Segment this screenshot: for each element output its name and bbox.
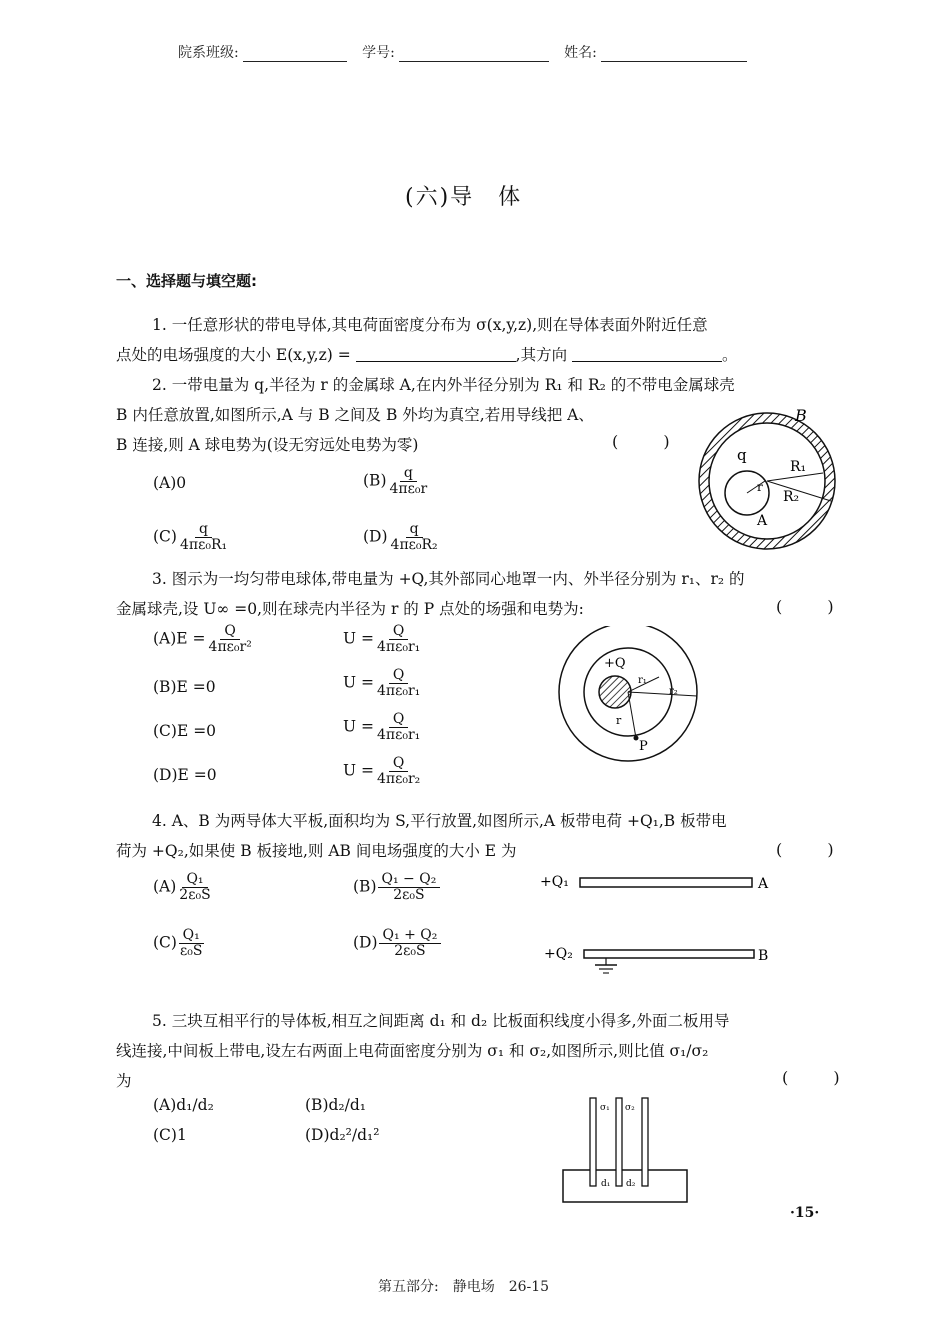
denominator: 4πε₀R₁	[179, 537, 228, 553]
fig-label-q: q	[737, 446, 747, 464]
denominator: 4πε₀R₂	[390, 537, 438, 553]
middle-plate	[616, 1098, 622, 1186]
q4-answer-paren[interactable]: ( )	[776, 840, 854, 859]
q4-option-a-fraction	[177, 872, 212, 903]
fig-label-r2: r₂	[669, 686, 678, 697]
denominator: 2ε₀S	[393, 887, 425, 903]
id-label: 学号:	[362, 45, 395, 61]
denominator: 2ε₀S	[394, 943, 426, 959]
q3-c-u-fraction	[375, 712, 422, 743]
header-fields	[178, 42, 747, 62]
q4-option-c-label: (C)	[153, 933, 177, 952]
connecting-wire-base	[563, 1170, 687, 1202]
fig-label-a: A	[757, 513, 768, 529]
point-p	[634, 736, 639, 741]
q5-line2: 线连接,中间板上带电,设左右两面上电荷面密度分别为 σ₁ 和 σ₂,如图所示,则比值 σ₁/σ₂	[116, 1042, 709, 1060]
question-5	[116, 1006, 841, 1096]
q3-a-u-label: U =	[343, 629, 374, 648]
q1-line2	[116, 340, 841, 370]
q1-line1: 1. 一任意形状的带电导体,其电荷面密度分布为 σ(x,y,z),则在导体表面外附近任意	[152, 316, 708, 334]
q4-option-d-label: (D)	[353, 933, 378, 952]
fig-label-d2: d₂	[626, 1179, 636, 1189]
fig-label-r: r	[757, 480, 763, 494]
q2-option-c[interactable]	[153, 522, 229, 553]
q4-line1: 4. A、B 为两导体大平板,面积均为 S,平行放置,如图所示,A 板带电荷 +Q₁,B 板带电	[152, 812, 727, 830]
q3-option-d[interactable]: (D)E =0	[153, 766, 217, 784]
q2-option-b-fraction	[388, 466, 430, 497]
q2-line2: B 内任意放置,如图所示,A 与 B 之间及 B 外均为真空,若用导线把 A、	[116, 406, 594, 424]
footer-text: 第五部分: 静电场 26-15	[378, 1279, 550, 1295]
q5-option-a[interactable]: (A)d₁/d₂	[153, 1096, 214, 1114]
left-plate	[590, 1098, 596, 1186]
class-blank[interactable]	[243, 47, 347, 62]
r2-line	[628, 692, 697, 696]
q5-line3: 为	[116, 1072, 132, 1090]
q3-answer-paren[interactable]: ( )	[776, 597, 854, 616]
q5-option-d[interactable]: (D)d₂²/d₁²	[305, 1126, 380, 1144]
q2-option-b[interactable]	[363, 466, 429, 497]
q3-a-e-fraction	[207, 624, 254, 655]
q1-text-a: 点处的电场强度的大小 E(x,y,z) =	[116, 346, 351, 364]
fig-label-p: P	[639, 739, 648, 754]
q3-a-e-label: (A)E =	[153, 629, 206, 648]
fig-label-q: +Q	[604, 656, 626, 671]
q3-c-u-label: U =	[343, 717, 374, 736]
q4-option-b-fraction	[378, 872, 441, 903]
q3-option-a-potential	[343, 624, 422, 655]
fig-label-d1: d₁	[601, 1179, 611, 1189]
q2-line3: B 连接,则 A 球电势为(设无穷远处电势为零)	[116, 436, 419, 454]
numerator: Q	[389, 624, 408, 640]
q3-d-u-label: U =	[343, 761, 374, 780]
plate-b	[584, 950, 754, 958]
q4-option-d-fraction	[379, 928, 442, 959]
section-heading: 一、选择题与填空题:	[116, 272, 257, 290]
q4-option-c-fraction	[178, 928, 204, 959]
q4-parallel-plates-figure	[538, 868, 778, 980]
numerator: q	[400, 466, 417, 482]
q3-option-c-potential	[343, 712, 422, 743]
q2-option-a[interactable]: (A)0	[153, 474, 187, 492]
q3-b-u-label: U =	[343, 673, 374, 692]
q1-blank-direction[interactable]	[572, 345, 722, 362]
q3-option-a[interactable]	[153, 624, 254, 655]
q3-option-b[interactable]: (B)E =0	[153, 678, 216, 696]
q4-option-a-label: (A)	[153, 877, 177, 896]
right-plate	[642, 1098, 648, 1186]
denominator: 4πε₀r²	[208, 639, 252, 655]
denominator: 4πε₀r₁	[376, 683, 421, 699]
q5-answer-paren[interactable]: ( )	[782, 1068, 860, 1087]
fig-label-qa: +Q₁	[540, 874, 569, 890]
fig-label-a: A	[758, 876, 769, 892]
class-label: 院系班级:	[178, 45, 239, 61]
fig-label-sigma1: σ₁	[600, 1103, 610, 1113]
plate-a	[580, 878, 752, 887]
numerator: Q₁	[179, 928, 204, 944]
q4-option-c[interactable]	[153, 928, 204, 959]
fig-label-qb: +Q₂	[544, 946, 573, 962]
denominator: ε₀S	[179, 943, 203, 959]
numerator: Q	[389, 668, 408, 684]
numerator: Q	[220, 624, 239, 640]
denominator: 2ε₀S	[179, 887, 211, 903]
question-4	[116, 806, 841, 866]
denominator: 4πε₀r₁	[376, 639, 421, 655]
q1-text-c: 。	[722, 346, 738, 364]
fig-label-r2: R₂	[783, 489, 800, 505]
numerator: Q	[389, 712, 408, 728]
q1-blank-magnitude[interactable]	[356, 345, 516, 362]
q5-three-plates-figure	[560, 1094, 690, 1206]
fig-label-r: r	[616, 714, 622, 727]
numerator: Q₁ − Q₂	[378, 872, 441, 888]
q2-option-d-label: (D)	[363, 527, 388, 546]
q2-line1: 2. 一带电量为 q,半径为 r 的金属球 A,在内外半径分别为 R₁ 和 R₂ 的不带电金属球壳	[152, 376, 735, 394]
q3-a-u-fraction	[375, 624, 422, 655]
q3-line1: 3. 图示为一均匀带电球体,带电量为 +Q,其外部同心地罩一内、外半径分别为 r₁、r₂ 的	[152, 570, 745, 588]
question-1	[116, 310, 841, 370]
denominator: 4πε₀r	[389, 481, 428, 497]
numerator: Q₁	[182, 872, 207, 888]
q3-option-b-potential	[343, 668, 422, 699]
q2-option-b-label: (B)	[363, 471, 387, 490]
q3-option-d-potential	[343, 756, 422, 787]
q3-charged-sphere-figure	[556, 626, 706, 766]
q1-text-b: ,其方向	[515, 346, 568, 364]
q4-option-d[interactable]	[353, 928, 441, 959]
page-number: ·15·	[790, 1205, 820, 1221]
q5-line1: 5. 三块互相平行的导体板,相互之间距离 d₁ 和 d₂ 比板面积线度小得多,外面二板用导	[152, 1012, 730, 1030]
q3-b-u-fraction	[375, 668, 422, 699]
q5-option-c[interactable]: (C)1	[153, 1126, 187, 1144]
question-3	[116, 564, 841, 624]
q3-line2: 金属球壳,设 U∞ =0,则在球壳内半径为 r 的 P 点处的场强和电势为:	[116, 600, 584, 618]
q5-option-b[interactable]: (B)d₂/d₁	[305, 1096, 366, 1114]
q4-line2: 荷为 +Q₂,如果使 B 板接地,则 AB 间电场强度的大小 E 为	[116, 842, 517, 860]
numerator: q	[406, 522, 423, 538]
name-blank[interactable]	[601, 47, 747, 62]
q2-answer-paren[interactable]: ( )	[612, 432, 690, 451]
q2-option-c-fraction	[178, 522, 229, 553]
numerator: Q	[389, 756, 408, 772]
fig-label-b: B	[758, 948, 769, 964]
q2-option-d-fraction	[389, 522, 440, 553]
q2-option-d[interactable]	[363, 522, 440, 553]
q4-option-a[interactable]	[153, 872, 213, 903]
q2-sphere-shell-figure	[695, 405, 845, 555]
q2-option-c-label: (C)	[153, 527, 177, 546]
q3-option-c[interactable]: (C)E =0	[153, 722, 217, 740]
fig-label-b: B	[795, 406, 807, 425]
name-label: 姓名:	[564, 45, 597, 61]
numerator: q	[195, 522, 212, 538]
id-blank[interactable]	[399, 47, 549, 62]
denominator: 4πε₀r₁	[376, 727, 421, 743]
q3-d-u-fraction	[375, 756, 422, 787]
fig-label-sigma2: σ₂	[625, 1103, 635, 1113]
denominator: 4πε₀r₂	[376, 771, 421, 787]
q4-option-b-label: (B)	[353, 877, 377, 896]
fig-label-r1: R₁	[790, 459, 807, 475]
numerator: Q₁ + Q₂	[379, 928, 442, 944]
charged-sphere	[599, 676, 631, 708]
page-title: (六)导 体	[405, 185, 523, 210]
q4-option-b[interactable]	[353, 872, 440, 903]
r-line	[628, 692, 636, 738]
fig-label-r1: r₁	[638, 675, 647, 686]
